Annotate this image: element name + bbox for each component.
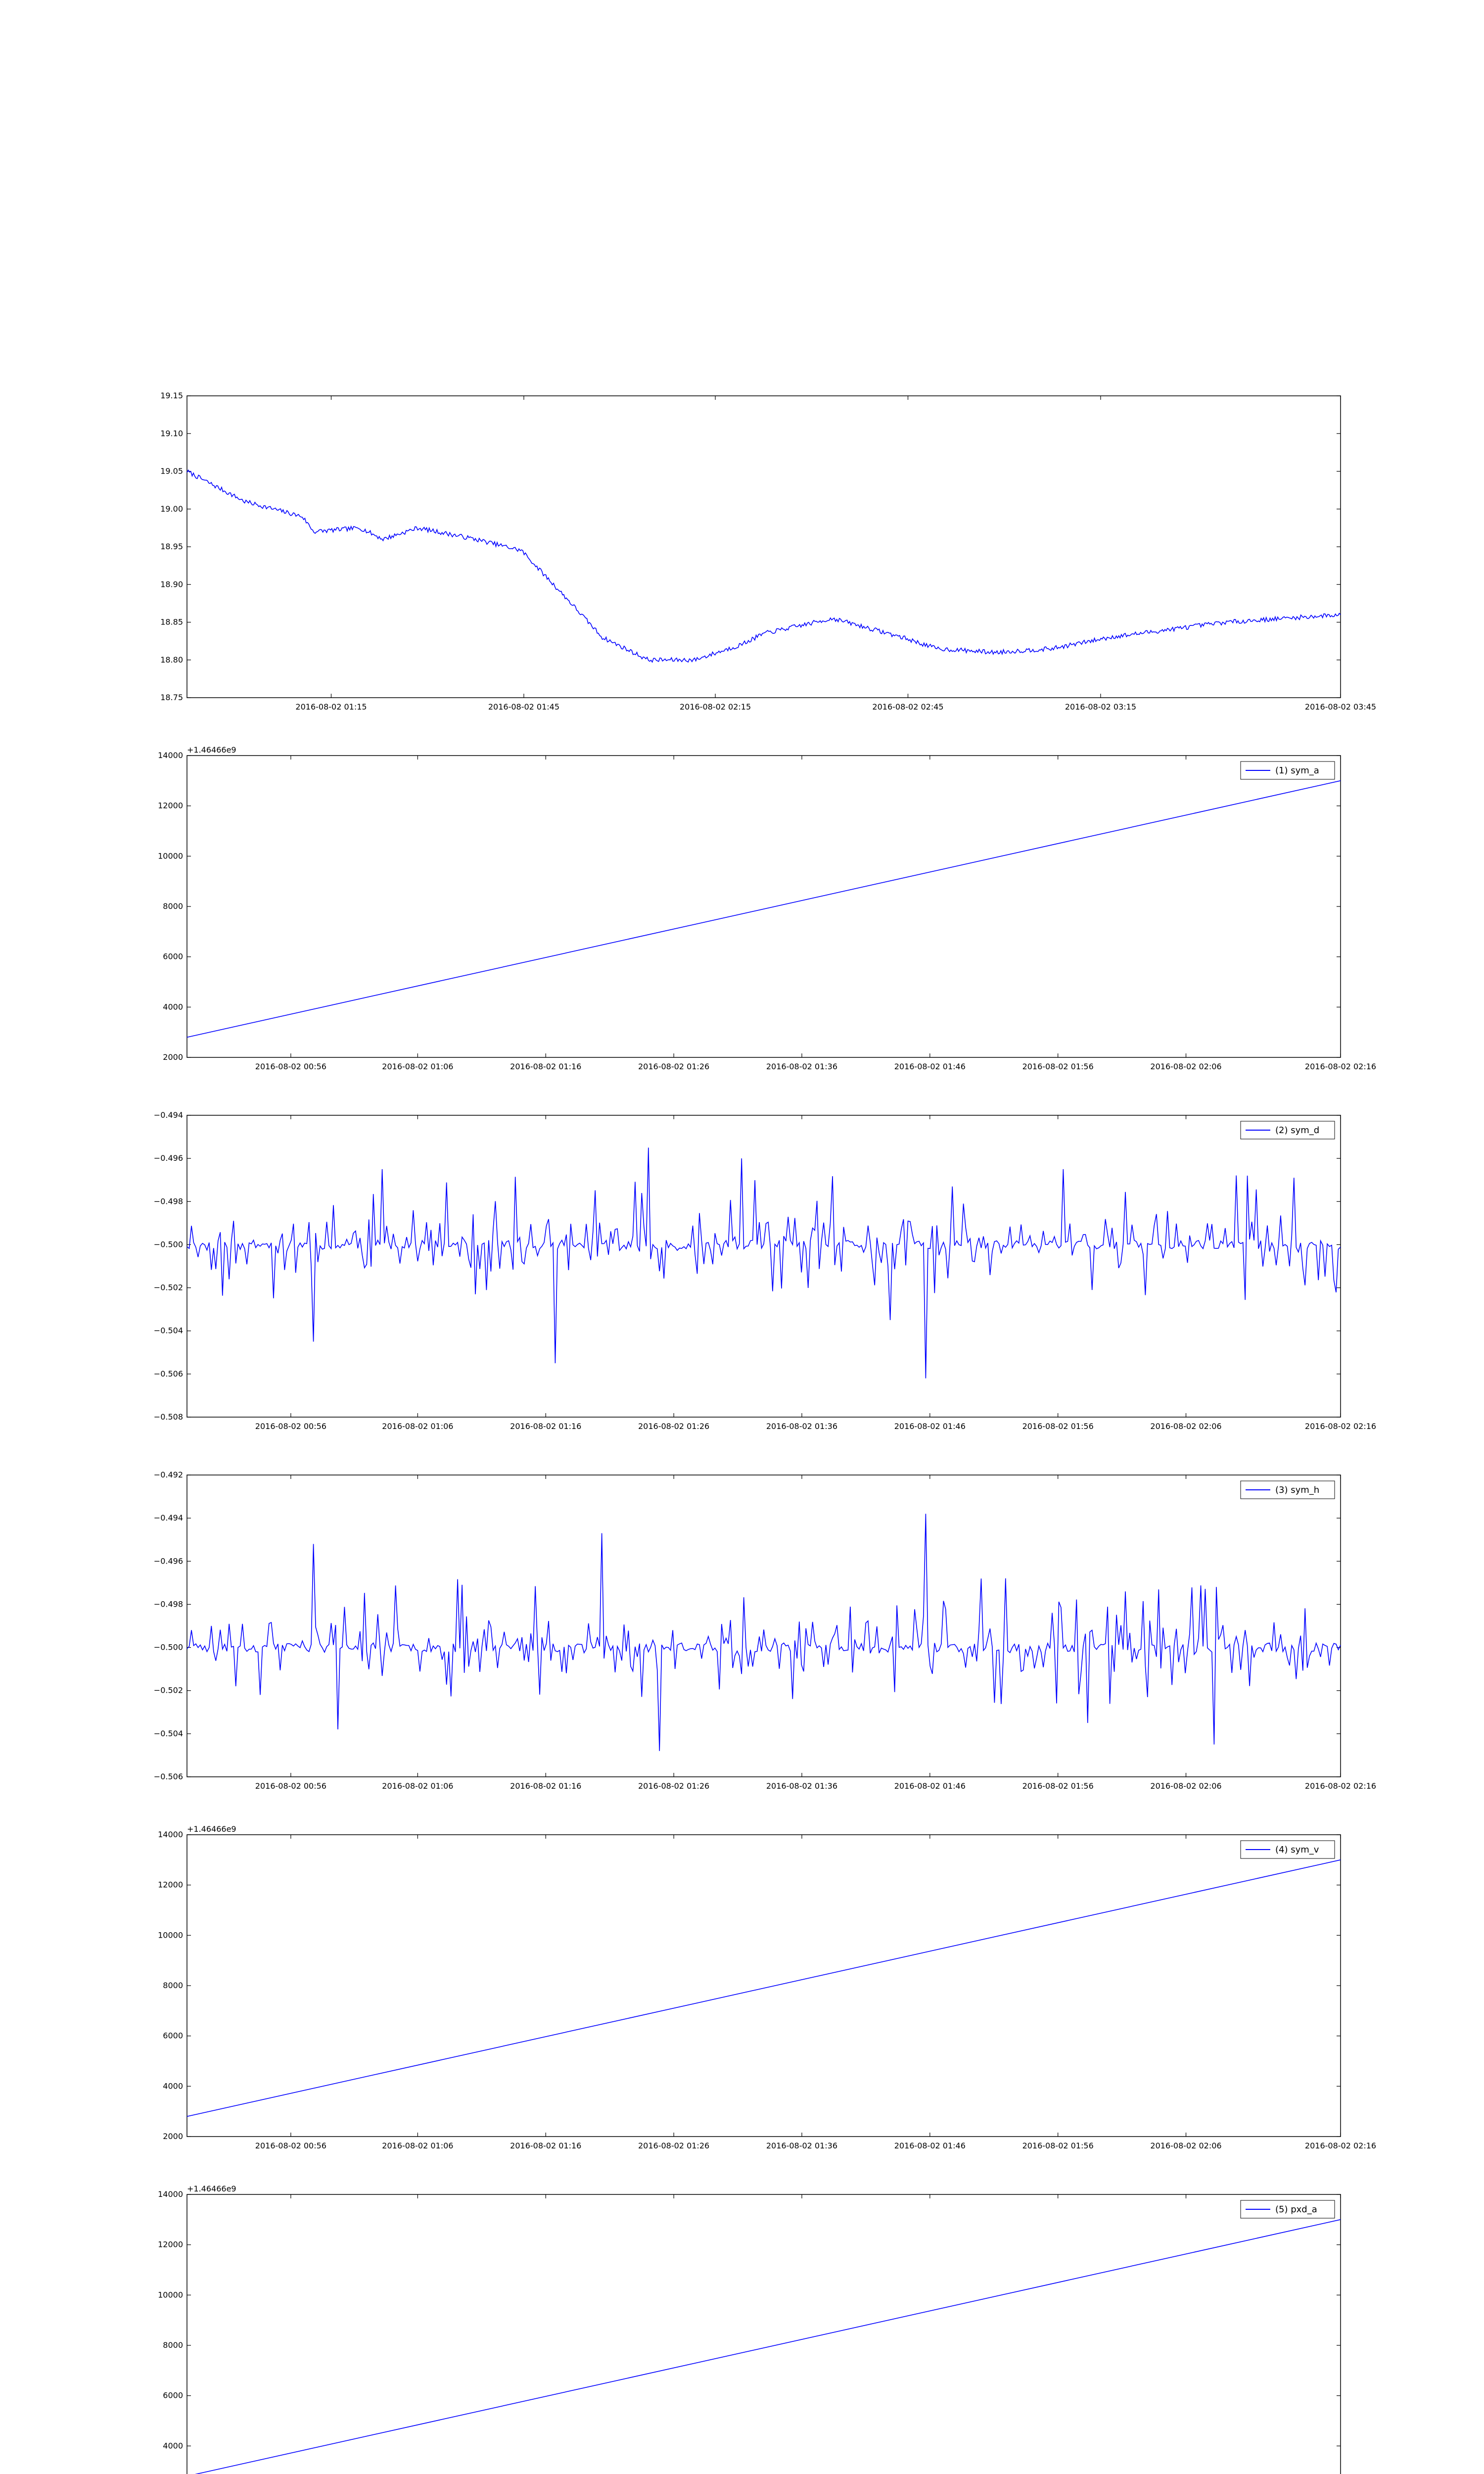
x-tick-label: 2016-08-02 01:46 [894, 1062, 966, 1071]
x-tick-label: 2016-08-02 01:36 [766, 1781, 838, 1791]
y-tick-label: 6000 [163, 2390, 183, 2400]
y-tick-label: 8000 [163, 1981, 183, 1990]
x-tick-label: 2016-08-02 01:46 [894, 2141, 966, 2150]
y-tick-label: 6000 [163, 952, 183, 961]
x-tick-label: 2016-08-02 01:36 [766, 1062, 838, 1071]
y-tick-label: −0.508 [153, 1412, 183, 1422]
legend-label: (3) sym_h [1275, 1485, 1320, 1495]
y-tick-label: 2000 [163, 1052, 183, 1062]
x-tick-label: 2016-08-02 01:46 [894, 1781, 966, 1791]
x-tick-label: 2016-08-02 01:06 [382, 2141, 454, 2150]
y-tick-label: −0.504 [153, 1728, 183, 1738]
y-tick-label: −0.500 [153, 1642, 183, 1652]
y-tick-label: −0.498 [153, 1196, 183, 1206]
legend-sym_h [1241, 1481, 1335, 1499]
x-tick-label: 2016-08-02 01:16 [510, 2141, 582, 2150]
x-tick-label: 2016-08-02 01:36 [766, 2141, 838, 2150]
y-tick-label: 18.90 [160, 579, 183, 589]
x-tick-label: 2016-08-02 01:26 [638, 1422, 710, 1431]
y-tick-label: 8000 [163, 902, 183, 911]
x-tick-label: 2016-08-02 00:56 [255, 1781, 326, 1791]
x-tick-label: 2016-08-02 01:16 [510, 1781, 582, 1791]
x-tick-label: 2016-08-02 01:15 [295, 702, 367, 712]
legend-sym_v [1241, 1841, 1335, 1858]
x-tick-label: 2016-08-02 01:26 [638, 1781, 710, 1791]
legend-label: (4) sym_v [1275, 1845, 1319, 1855]
y-tick-label: −0.502 [153, 1685, 183, 1695]
x-tick-label: 2016-08-02 01:26 [638, 1062, 710, 1071]
x-tick-label: 2016-08-02 01:56 [1022, 1062, 1094, 1071]
x-tick-label: 2016-08-02 01:56 [1022, 1422, 1094, 1431]
y-offset-label: +1.46466e9 [187, 1824, 236, 1834]
y-tick-label: −0.494 [153, 1513, 183, 1523]
x-tick-label: 2016-08-02 02:16 [1304, 1781, 1377, 1791]
y-tick-label: 19.15 [160, 391, 183, 400]
x-tick-label: 2016-08-02 03:15 [1065, 702, 1137, 712]
y-tick-label: 12000 [158, 2239, 183, 2249]
x-tick-label: 2016-08-02 02:06 [1150, 1422, 1222, 1431]
x-tick-label: 2016-08-02 00:56 [255, 1422, 326, 1431]
x-tick-label: 2016-08-02 02:06 [1150, 1062, 1222, 1071]
x-tick-label: 2016-08-02 03:45 [1304, 702, 1377, 712]
y-tick-label: 14000 [158, 751, 183, 760]
x-tick-label: 2016-08-02 02:06 [1150, 1781, 1222, 1791]
x-tick-label: 2016-08-02 02:16 [1304, 1422, 1377, 1431]
x-tick-label: 2016-08-02 00:56 [255, 2141, 326, 2150]
x-tick-label: 2016-08-02 01:56 [1022, 1781, 1094, 1791]
x-tick-label: 2016-08-02 02:16 [1304, 2141, 1377, 2150]
y-tick-label: 4000 [163, 2081, 183, 2091]
x-tick-label: 2016-08-02 01:06 [382, 1781, 454, 1791]
y-tick-label: 19.10 [160, 428, 183, 438]
y-tick-label: 19.05 [160, 466, 183, 476]
y-tick-label: −0.504 [153, 1326, 183, 1335]
y-tick-label: −0.496 [153, 1556, 183, 1566]
y-offset-label: +1.46466e9 [187, 745, 236, 755]
y-tick-label: 14000 [158, 1830, 183, 1839]
legend-sym_d [1241, 1121, 1335, 1139]
y-tick-label: 10000 [158, 2290, 183, 2300]
x-tick-label: 2016-08-02 02:15 [679, 702, 751, 712]
x-tick-label: 2016-08-02 02:16 [1304, 1062, 1377, 1071]
y-tick-label: 18.80 [160, 655, 183, 665]
x-tick-label: 2016-08-02 01:06 [382, 1062, 454, 1071]
y-tick-label: 4000 [163, 1002, 183, 1012]
y-tick-label: 18.95 [160, 542, 183, 551]
y-tick-label: 12000 [158, 801, 183, 810]
y-tick-label: −0.500 [153, 1239, 183, 1249]
y-tick-label: −0.502 [153, 1283, 183, 1292]
x-tick-label: 2016-08-02 01:46 [894, 1422, 966, 1431]
y-tick-label: 2000 [163, 2132, 183, 2141]
x-tick-label: 2016-08-02 01:45 [488, 702, 560, 712]
y-tick-label: 10000 [158, 851, 183, 861]
y-tick-label: −0.496 [153, 1153, 183, 1163]
y-tick-label: 12000 [158, 1880, 183, 1890]
legend-pxd_a [1241, 2200, 1335, 2218]
y-tick-label: 4000 [163, 2441, 183, 2451]
y-tick-label: 18.85 [160, 617, 183, 627]
y-tick-label: 19.00 [160, 504, 183, 514]
y-tick-label: −0.506 [153, 1772, 183, 1781]
y-tick-label: 10000 [158, 1930, 183, 1940]
x-tick-label: 2016-08-02 02:45 [872, 702, 944, 712]
legend-label: (5) pxd_a [1275, 2204, 1317, 2215]
x-tick-label: 2016-08-02 01:36 [766, 1422, 838, 1431]
x-tick-label: 2016-08-02 01:26 [638, 2141, 710, 2150]
y-tick-label: −0.506 [153, 1369, 183, 1379]
x-tick-label: 2016-08-02 02:06 [1150, 2141, 1222, 2150]
y-offset-label: +1.46466e9 [187, 2184, 236, 2193]
x-tick-label: 2016-08-02 01:06 [382, 1422, 454, 1431]
x-tick-label: 2016-08-02 00:56 [255, 1062, 326, 1071]
y-tick-label: 8000 [163, 2340, 183, 2350]
y-tick-label: 14000 [158, 2189, 183, 2199]
y-tick-label: 18.75 [160, 693, 183, 702]
x-tick-label: 2016-08-02 01:56 [1022, 2141, 1094, 2150]
legend-label: (1) sym_a [1275, 765, 1319, 776]
y-tick-label: 6000 [163, 2031, 183, 2041]
legend-label: (2) sym_d [1275, 1125, 1320, 1136]
x-tick-label: 2016-08-02 01:16 [510, 1062, 582, 1071]
y-tick-label: −0.492 [153, 1470, 183, 1479]
y-tick-label: −0.494 [153, 1110, 183, 1120]
x-tick-label: 2016-08-02 01:16 [510, 1422, 582, 1431]
y-tick-label: −0.498 [153, 1599, 183, 1609]
legend-sym_a [1241, 761, 1335, 779]
